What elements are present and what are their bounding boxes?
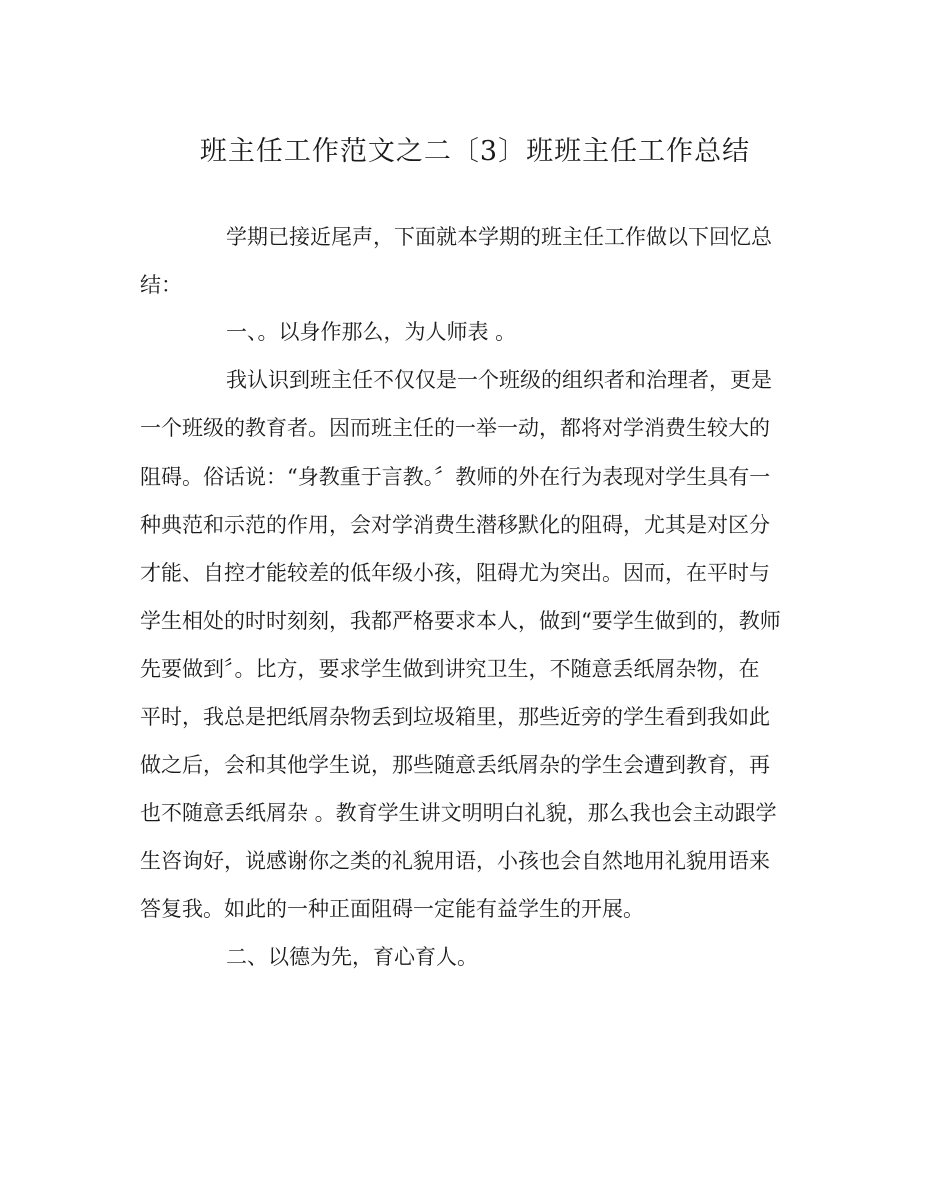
paragraph-line: 也不随意丢纸屑杂 。教育学生讲文明明白礼貌，那么我也会主动跟学 [140,801,777,825]
paragraph-line: 学期已接近尾声，下面就本学期的班主任工作做以下回忆总 [226,225,772,249]
document-title: 班主任工作范文之二〔3〕班班主任工作总结 [199,136,751,167]
paragraph-line: 才能、自控才能较差的低年级小孩，阻碍尤为突出。因而，在平时与 [140,561,770,585]
section-heading-1: 一、。以身作那么，为人师表 。 [226,320,517,344]
paragraph-line: 一个班级的教育者。因而班主任的一举一动，都将对学消费生较大的 [140,416,770,440]
paragraph-line: 生咨询好，说感谢你之类的礼貌用语，小孩也会自然地用礼貌用语来 [140,849,770,873]
paragraph-line: 种典范和示范的作用，会对学消费生潜移默化的阻碍，尤其是对区分 [140,513,770,537]
paragraph-line: 学生相处的时时刻刻，我都严格要求本人，做到“要学生做到的，教师 [140,609,781,633]
paragraph-line: 我认识到班主任不仅仅是一个班级的组织者和治理者，更是 [226,368,772,392]
paragraph-line: 答复我。如此的一种正面阻碍一定能有益学生的开展。 [140,897,644,921]
section-heading-2: 二、以德为先，育心育人。 [226,945,478,969]
paragraph-line: 先要做到〞。比方，要求学生做到讲究卫生，不随意丢纸屑杂物，在 [140,657,760,681]
paragraph-line: 阻碍。俗话说：“身教重于言教。〞教师的外在行为表现对学生具有一 [140,465,771,489]
paragraph-line: 平时，我总是把纸屑杂物丢到垃圾箱里，那些近旁的学生看到我如此 [140,705,770,729]
paragraph-line: 做之后，会和其他学生说，那些随意丢纸屑杂的学生会遭到教育，再 [140,753,770,777]
paragraph-line: 结： [140,273,182,297]
